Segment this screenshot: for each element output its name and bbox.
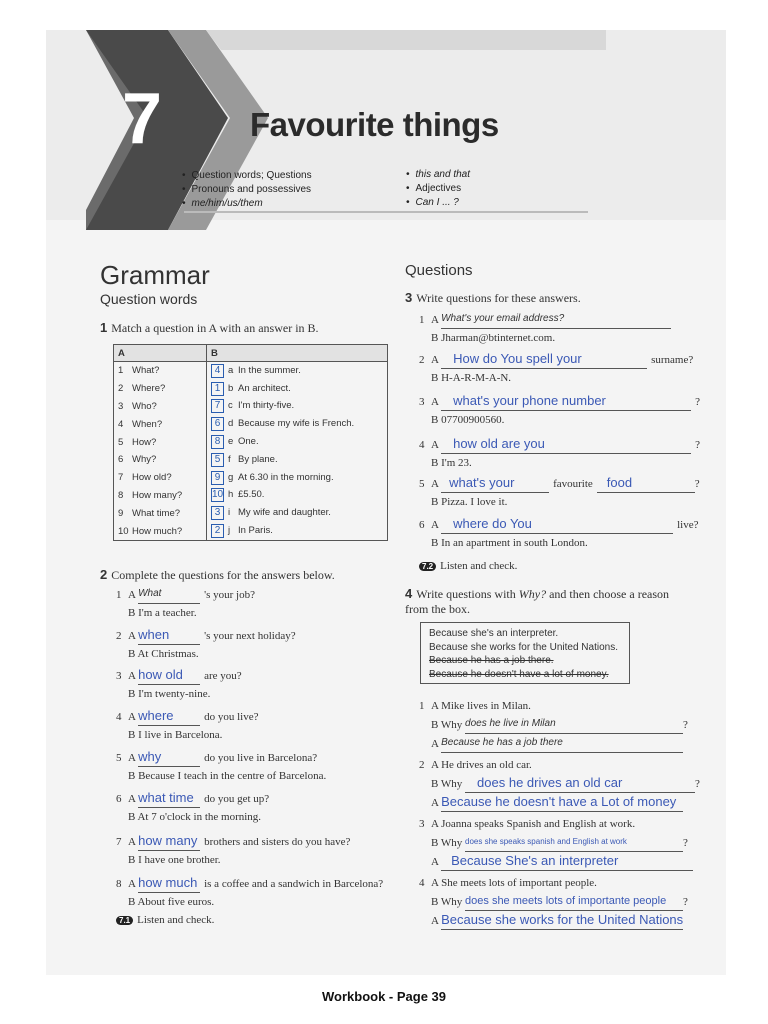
- answer-cell: [207, 433, 388, 451]
- speaker-b: B: [431, 496, 442, 508]
- why-line: [419, 715, 688, 734]
- question-item: [419, 874, 688, 930]
- answer-cell: [207, 362, 388, 380]
- question-word: How many?: [132, 489, 183, 501]
- answer-letter: f: [228, 453, 231, 465]
- exercise-number: 1: [100, 320, 108, 335]
- question-cell: [114, 522, 207, 540]
- reason-item: Because she's an interpreter.: [429, 628, 559, 639]
- item-number: 6: [116, 793, 122, 805]
- listen-text: Listen and check.: [440, 560, 518, 572]
- section-heading-questions: Questions: [405, 262, 473, 279]
- because-line: [419, 911, 688, 930]
- answer-text: At 6.30 in the morning.: [238, 471, 334, 483]
- answer-letter: i: [228, 507, 231, 519]
- reason-item-used: Because he has a job there.: [429, 655, 554, 666]
- item-number: 1: [116, 589, 122, 601]
- why-line: [419, 892, 688, 911]
- answer-line: [419, 493, 700, 511]
- item-number: 5: [116, 752, 122, 764]
- speaker-b: B: [431, 372, 442, 384]
- speaker-a: A: [431, 478, 442, 490]
- speaker-a: A: [431, 915, 442, 927]
- speaker-b: B: [128, 729, 139, 741]
- page-footer: Workbook - Page 39: [321, 989, 446, 1004]
- match-answer-box[interactable]: 6: [211, 417, 224, 431]
- exercise-1-instruction: [100, 320, 319, 336]
- table-row: [114, 415, 388, 433]
- speaker-b: B: [128, 648, 138, 660]
- question-word: How much?: [132, 525, 183, 537]
- question-end: surname?: [651, 354, 694, 366]
- answer-blank[interactable]: what's your: [441, 474, 549, 493]
- answer-letter: b: [228, 382, 234, 394]
- audio-track-badge[interactable]: 7.1: [116, 916, 133, 925]
- question-item: [116, 789, 269, 826]
- row-number: 4: [118, 418, 124, 430]
- instruction-text: from the box.: [405, 602, 470, 616]
- answer-line: [116, 685, 242, 703]
- question-word: What?: [132, 365, 160, 377]
- speaker-a: A: [431, 354, 442, 366]
- question-rest: brothers and sisters do you have?: [204, 836, 351, 848]
- because-line: [419, 734, 688, 753]
- answer-line: [116, 726, 258, 744]
- answer-blank[interactable]: how much: [138, 874, 200, 893]
- match-answer-box[interactable]: 8: [211, 435, 224, 449]
- answer-text: £5.50.: [238, 489, 265, 501]
- listen-check-7-2: [419, 557, 517, 575]
- answer-letter: j: [228, 525, 231, 537]
- question-item: [116, 748, 326, 785]
- question-word: When?: [132, 418, 163, 430]
- answer-b: At Christmas.: [137, 648, 199, 660]
- match-answer-box[interactable]: 1: [211, 382, 224, 396]
- speaker-b: B: [128, 811, 138, 823]
- question-cell: [114, 504, 207, 522]
- exercise-number: 2: [100, 567, 108, 582]
- row-number: 9: [118, 507, 124, 519]
- answer-line: [116, 893, 383, 911]
- unit-title: Favourite things: [250, 106, 499, 143]
- answer-line: [419, 454, 700, 472]
- answer-blank[interactable]: how old: [138, 666, 200, 685]
- answer-cell: [207, 522, 388, 540]
- table-row: [114, 433, 388, 451]
- item-number: 2: [419, 354, 425, 366]
- question-cell: [114, 380, 207, 398]
- speaker-b: B: [431, 414, 442, 426]
- row-number: 10: [118, 525, 129, 537]
- speaker-b: B: [128, 607, 139, 619]
- answer-blank[interactable]: where: [138, 707, 200, 726]
- speaker-a: A: [128, 752, 139, 764]
- answer-text: Because my wife is French.: [238, 418, 355, 430]
- question-item: [419, 392, 700, 429]
- item-number: 7: [116, 836, 122, 848]
- answer-letter: c: [228, 400, 233, 412]
- answer-b: Because I teach in the centre of Barcelona.: [138, 770, 327, 782]
- question-cell: [114, 469, 207, 487]
- speaker-b: B: [128, 854, 139, 866]
- subheading-question-words: Question words: [100, 291, 198, 307]
- reason-item-used: Because he doesn't have a lot of money.: [429, 668, 609, 680]
- answer-line: [419, 411, 700, 429]
- answer-blank[interactable]: What: [138, 585, 200, 604]
- statement: Joanna speaks Spanish and English at work.: [441, 818, 636, 830]
- speaker-b: B: [128, 770, 139, 782]
- speaker-a: A: [431, 797, 442, 809]
- answer-b: H-A-R-M-A-N.: [441, 372, 512, 384]
- item-number: 4: [419, 877, 425, 889]
- exercise-3-instruction: [405, 290, 581, 306]
- why-answer-blank[interactable]: does she speaks spanish and English at work: [465, 833, 683, 852]
- answer-letter: g: [228, 471, 234, 483]
- item-number: 5: [419, 478, 425, 490]
- row-number: 6: [118, 454, 124, 466]
- match-answer-box[interactable]: 2: [211, 524, 224, 538]
- answer-line: [419, 534, 698, 552]
- answer-b: In an apartment in south London.: [441, 537, 588, 549]
- why-line: [419, 774, 700, 793]
- answer-b: About five euros.: [137, 896, 215, 908]
- question-cell: [114, 398, 207, 416]
- answer-blank[interactable]: How do You spell your: [441, 350, 647, 369]
- match-answer-box[interactable]: 5: [211, 453, 224, 467]
- speaker-b: B Why: [431, 719, 466, 731]
- item-number: 8: [116, 878, 122, 890]
- match-answer-box[interactable]: 9: [211, 471, 224, 485]
- matching-table: [113, 344, 388, 541]
- speaker-a: A: [431, 314, 442, 326]
- answer-blank[interactable]: where do You: [441, 515, 673, 534]
- example-answer: What's your email address?: [441, 310, 671, 329]
- table-row: [114, 451, 388, 469]
- why-answer-blank[interactable]: does she meets lots of importante people: [465, 892, 683, 911]
- table-row: [114, 469, 388, 487]
- column-header-b: B: [207, 345, 388, 362]
- question-item: [419, 815, 693, 871]
- item-number: 4: [116, 711, 122, 723]
- statement: She meets lots of important people.: [441, 877, 597, 889]
- instruction-text: Write questions for these answers.: [416, 291, 581, 305]
- speaker-b: B: [128, 688, 139, 700]
- because-answer-blank: Because he has a job there: [441, 734, 683, 753]
- question-end: ?: [695, 439, 700, 451]
- answer-line: [116, 851, 350, 869]
- question-item: [116, 874, 383, 911]
- question-mark: ?: [683, 837, 688, 849]
- item-number: 3: [419, 396, 425, 408]
- question-mark: ?: [683, 896, 688, 908]
- speaker-a: A: [128, 670, 139, 682]
- answer-text: By plane.: [238, 453, 278, 465]
- question-word: Why?: [132, 454, 157, 466]
- speaker-a: A: [128, 589, 139, 601]
- speaker-a: A: [128, 878, 139, 890]
- speaker-a: A: [128, 711, 139, 723]
- statement: Mike lives in Milan.: [441, 700, 531, 712]
- speaker-a: A: [431, 759, 442, 771]
- item-number: 6: [419, 519, 425, 531]
- exercise-2-instruction: [100, 567, 335, 583]
- statement: He drives an old car.: [441, 759, 532, 771]
- answer-b: I have one brother.: [138, 854, 221, 866]
- audio-track-badge[interactable]: 7.2: [419, 562, 436, 571]
- exercise-number: 3: [405, 290, 413, 305]
- question-cell: [114, 362, 207, 380]
- exercise-number: 4: [405, 586, 413, 601]
- instruction-text: Write questions with: [416, 587, 516, 601]
- speaker-b: B: [431, 537, 442, 549]
- question-rest: do you get up?: [204, 793, 270, 805]
- speaker-a: A: [431, 396, 442, 408]
- speaker-b: B: [128, 896, 138, 908]
- unit-number: 7: [122, 79, 161, 159]
- answer-b: 07700900560.: [441, 414, 505, 426]
- speaker-b: B Why: [431, 896, 466, 908]
- answer-cell: [207, 398, 388, 416]
- question-end: live?: [677, 519, 699, 531]
- instruction-why: Why?: [518, 587, 547, 601]
- question-item: [419, 697, 688, 753]
- row-number: 7: [118, 472, 124, 484]
- answer-text: One.: [238, 436, 259, 448]
- answer-line: [419, 369, 693, 387]
- question-word: How old?: [132, 472, 172, 484]
- table-row: [114, 504, 388, 522]
- speaker-a: A: [128, 630, 139, 642]
- match-answer-box[interactable]: 3: [211, 506, 224, 520]
- topic-item: • Adjectives: [406, 182, 470, 196]
- column-header-a: A: [114, 345, 207, 362]
- answer-text: My wife and daughter.: [238, 507, 331, 519]
- answer-letter: d: [228, 418, 234, 430]
- item-number: 3: [116, 670, 122, 682]
- listen-check-7-1: [116, 911, 214, 929]
- question-rest: do you live?: [204, 711, 259, 723]
- question-item: [116, 626, 296, 663]
- question-cell: [114, 415, 207, 433]
- answer-text: In the summer.: [238, 364, 301, 376]
- question-item: [419, 310, 671, 347]
- question-word: favourite: [553, 478, 593, 490]
- row-number: 3: [118, 400, 124, 412]
- answer-cell: [207, 451, 388, 469]
- question-end: ?: [694, 478, 700, 490]
- instruction-text: Complete the questions for the answers below.: [111, 568, 335, 582]
- answer-cell: [207, 380, 388, 398]
- question-rest: is a coffee and a sandwich in Barcelona?: [204, 878, 384, 890]
- answer-blank[interactable]: what time: [138, 789, 200, 808]
- answer-line: [116, 808, 269, 826]
- match-answer-box[interactable]: 10: [212, 489, 224, 501]
- answer-b: Pizza. I love it.: [441, 496, 508, 508]
- question-item: [419, 474, 700, 511]
- because-answer-blank[interactable]: Because she works for the United Nations: [441, 911, 683, 930]
- question-cell: [114, 433, 207, 451]
- answer-b: At 7 o'clock in the morning.: [137, 811, 262, 823]
- answer-b: I'm twenty-nine.: [138, 688, 211, 700]
- answer-text: An architect.: [238, 382, 291, 394]
- header-divider: [184, 211, 588, 213]
- row-number: 1: [118, 365, 124, 377]
- match-answer-box[interactable]: 7: [211, 399, 224, 413]
- question-rest: do you live in Barcelona?: [204, 752, 318, 764]
- question-item: [419, 435, 700, 472]
- unit-topics-left: [182, 169, 312, 211]
- row-number: 8: [118, 489, 124, 501]
- question-word: How?: [132, 436, 157, 448]
- answer-line: [116, 645, 296, 663]
- question-rest: are you?: [204, 670, 242, 682]
- listen-text: Listen and check.: [137, 914, 215, 926]
- answer-letter: a: [228, 364, 234, 376]
- question-cell: [114, 451, 207, 469]
- answer-blank[interactable]: what's your phone number: [441, 392, 691, 411]
- unit-topics-right: [406, 168, 470, 210]
- answer-b: I live in Barcelona.: [138, 729, 223, 741]
- topic-item: • me/him/us/them: [182, 197, 312, 211]
- question-word: Where?: [132, 383, 166, 395]
- question-word: What time?: [132, 507, 181, 519]
- item-number: 1: [419, 314, 425, 326]
- question-end: ?: [695, 396, 700, 408]
- question-cell: [114, 487, 207, 505]
- answer-letter: e: [228, 436, 234, 448]
- table-row: [114, 487, 388, 505]
- table-row: [114, 380, 388, 398]
- question-item: [116, 832, 350, 869]
- item-number: 2: [419, 759, 425, 771]
- answer-b: I'm a teacher.: [138, 607, 197, 619]
- answer-b: Jharman@btinternet.com.: [441, 332, 556, 344]
- why-line: [419, 833, 693, 852]
- speaker-a: A: [431, 856, 442, 868]
- speaker-b: B: [431, 457, 442, 469]
- question-item: [419, 515, 698, 552]
- speaker-b: B: [431, 332, 442, 344]
- question-word: Who?: [132, 400, 157, 412]
- question-mark: ?: [683, 719, 688, 731]
- why-answer-blank: does he live in Milan: [465, 715, 683, 734]
- because-line: [419, 852, 693, 871]
- answer-text: I'm thirty-five.: [238, 400, 295, 412]
- speaker-a: A: [128, 836, 139, 848]
- topic-item: • Question words; Questions: [182, 169, 312, 183]
- question-item: [419, 756, 700, 812]
- speaker-b: B Why: [431, 837, 466, 849]
- topic-item: • this and that: [406, 168, 470, 182]
- question-rest: 's your job?: [204, 589, 255, 601]
- question-item: [419, 350, 693, 387]
- table-row: [114, 522, 388, 540]
- topic-item: • Pronouns and possessives: [182, 183, 312, 197]
- answer-cell: [207, 487, 388, 505]
- speaker-a: A: [431, 738, 442, 750]
- item-number: 1: [419, 700, 425, 712]
- table-row: [114, 362, 388, 380]
- speaker-a: A: [431, 818, 442, 830]
- because-answer-blank[interactable]: Because She's an interpreter: [441, 852, 693, 871]
- answer-line: [116, 604, 255, 622]
- exercise-4-instruction: [405, 586, 705, 617]
- answer-blank[interactable]: how many: [138, 832, 200, 851]
- question-item: [116, 707, 258, 744]
- instruction-text: Match a question in A with an answer in B.: [111, 321, 319, 335]
- answer-blank[interactable]: food: [597, 474, 695, 493]
- speaker-a: A: [431, 700, 442, 712]
- answer-cell: [207, 415, 388, 433]
- match-answer-box[interactable]: 4: [211, 364, 224, 378]
- speaker-a: A: [128, 793, 139, 805]
- because-answer-blank[interactable]: Because he doesn't have a Lot of money: [441, 793, 683, 812]
- answer-text: In Paris.: [238, 525, 273, 537]
- why-answer-blank[interactable]: does he drives an old car: [465, 774, 695, 793]
- table-row: [114, 398, 388, 416]
- answer-blank[interactable]: when: [138, 626, 200, 645]
- answer-line: [419, 329, 671, 347]
- row-number: 2: [118, 383, 124, 395]
- question-item: [116, 585, 255, 622]
- because-line: [419, 793, 700, 812]
- question-item: [116, 666, 242, 703]
- instruction-text: and then choose a reason: [549, 587, 670, 601]
- answer-line: [116, 767, 326, 785]
- answer-cell: [207, 469, 388, 487]
- answer-b: I'm 23.: [441, 457, 472, 469]
- answer-blank[interactable]: why: [138, 748, 200, 767]
- question-rest: 's your next holiday?: [204, 630, 296, 642]
- row-number: 5: [118, 436, 124, 448]
- speaker-a: A: [431, 877, 442, 889]
- reason-item: Because she works for the United Nations.: [429, 641, 618, 653]
- speaker-b: B Why: [431, 778, 466, 790]
- answer-cell: [207, 504, 388, 522]
- speaker-a: A: [431, 519, 442, 531]
- item-number: 4: [419, 439, 425, 451]
- item-number: 3: [419, 818, 425, 830]
- answer-letter: h: [228, 489, 234, 501]
- speaker-a: A: [431, 439, 442, 451]
- section-heading-grammar: Grammar: [100, 260, 210, 290]
- reasons-box: [420, 622, 630, 684]
- topic-item: • Can I ... ?: [406, 196, 470, 210]
- answer-blank[interactable]: how old are you: [441, 435, 691, 454]
- question-mark: ?: [695, 778, 700, 790]
- item-number: 2: [116, 630, 122, 642]
